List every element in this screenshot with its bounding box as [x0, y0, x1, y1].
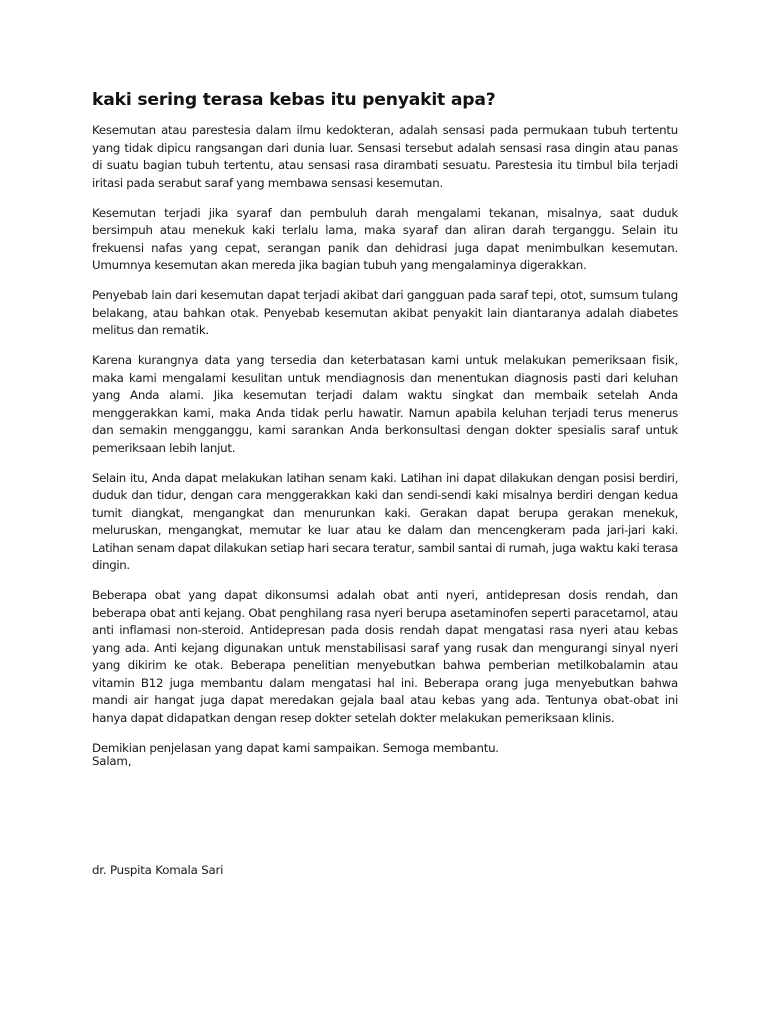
- paragraph-definition: Kesemutan atau parestesia dalam ilmu kedokteran, adalah sensasi pada permukaan tubuh tertentu yang tidak dipicu rangsangan dari dunia luar. Sensasi tersebut adalah sensasi rasa dingin atau panas di suatu bagian tubuh tertentu, atau sensasi rasa dirambati sesuatu. Parestesia itu timbul bila terjadi iritasi pada serabut saraf yang membawa sensasi kesemutan.: [92, 123, 678, 190]
- document-page: [92, 0, 678, 1024]
- paragraph-consultation-advice: Karena kurangnya data yang tersedia dan keterbatasan kami untuk melakukan pemeriksaan fisik, maka kami mengalami kesulitan untuk mendiagnosis dan menentukan diagnosis pasti dari keluhan yang Anda alami. Jika kesemutan terjadi dalam waktu singkat dan membaik setelah Anda menggerakkan kami, maka Anda tidak perlu hawatir. Namun apabila keluhan terjadi terus menerus dan semakin mengganggu, kami sarankan Anda berkonsultasi dengan dokter spesialis saraf untuk pemeriksaan lebih lanjut.: [92, 353, 678, 455]
- closing-statement: Demikian penjelasan yang dapat kami sampaikan. Semoga membantu.: [92, 740, 499, 755]
- paragraph-causes-pressure: Kesemutan terjadi jika syaraf dan pembuluh darah mengalami tekanan, misalnya, saat duduk bersimpuh atau menekuk kaki terlalu lama, maka syaraf dan aliran darah terganggu. Selain itu frekuensi nafas yang cepat, serangan panik dan dehidrasi juga dapat menimbulkan kesemutan. Umumnya kesemutan akan mereda jika bagian tubuh yang mengalaminya digerakkan.: [92, 205, 678, 272]
- paragraph-leg-exercise: Selain itu, Anda dapat melakukan latihan senam kaki. Latihan ini dapat dilakukan dengan posisi berdiri, duduk dan tidur, dengan cara menggerakkan kaki dan sendi-sendi kaki misalnya berdiri dengan kedua tumit diangkat, mengangkat dan menurunkan kaki. Gerakan dapat berupa gerakan menekuk, meluruskan, mengangkat, memutar ke luar atau ke dalam dan mencengkeram pada jari-jari kaki. Latihan senam dapat dilakukan setiap hari secara teratur, sambil santai di rumah, juga waktu kaki terasa dingin.: [92, 470, 678, 572]
- paragraph-medication: Beberapa obat yang dapat dikonsumsi adalah obat anti nyeri, antidepresan dosis rendah, dan beberapa obat anti kejang. Obat penghilang rasa nyeri berupa asetaminofen seperti paracetamol, atau anti inflamasi non-steroid. Antidepresan pada dosis rendah dapat mengatasi rasa nyeri atau kebas yang ada. Anti kejang digunakan untuk menstabilisasi saraf yang rusak dan mengurangi sinyal nyeri yang dikirim ke otak. Beberapa penelitian menyebutkan bahwa pemberian metilkobalamin atau vitamin B12 juga membantu dalam mengatasi hal ini. Beberapa orang juga menyebutkan bahwa mandi air hangat juga dapat meredakan gejala baal atau kebas yang ada. Tentunya obat-obat ini hanya dapat didapatkan dengan resep dokter setelah dokter melakukan pemeriksaan klinis.: [92, 588, 678, 725]
- signature-name: dr. Puspita Komala Sari: [92, 863, 224, 877]
- paragraph-other-causes: Penyebab lain dari kesemutan dapat terjadi akibat dari gangguan pada saraf tepi, otot, sumsum tulang belakang, atau bahkan otak. Penyebab kesemutan akibat penyakit lain diantaranya adalah diabetes melitus dan rematik.: [92, 288, 678, 337]
- document-title: kaki sering terasa kebas itu penyakit apa?: [92, 90, 496, 110]
- greeting: Salam,: [92, 754, 132, 768]
- document-body: [92, 122, 678, 765]
